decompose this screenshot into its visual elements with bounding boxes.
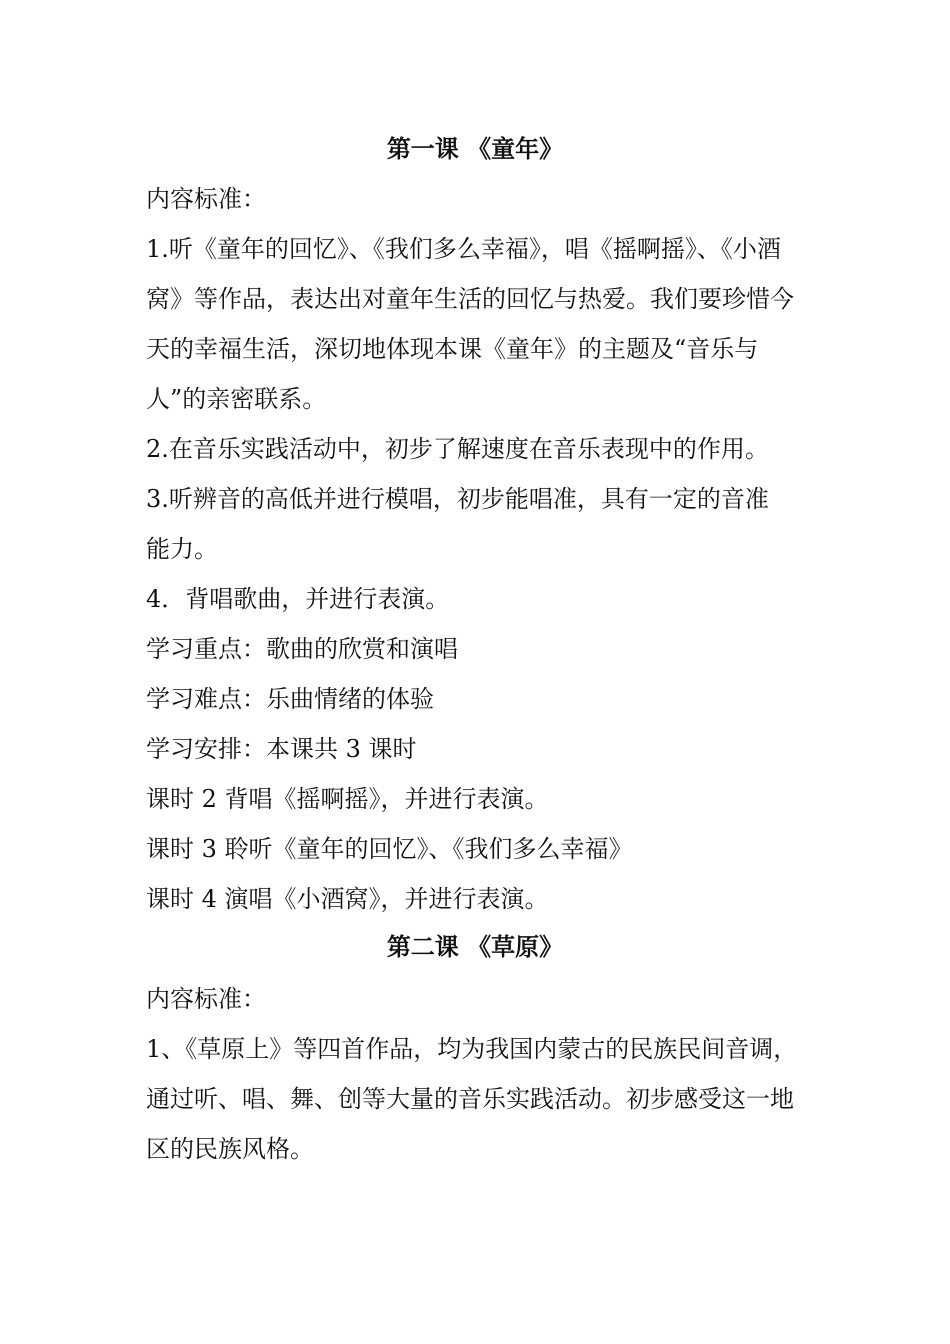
- lesson1-item3-line1: 3.听辨音的高低并进行模唱，初步能唱准，具有一定的音准: [146, 485, 769, 513]
- lesson2-item1-line3: 区的民族风格。: [146, 1135, 314, 1163]
- lesson1-arrangement: 学习安排：本课共 3 课时: [146, 735, 417, 763]
- lesson1-period2: 课时 2 背唱《摇啊摇》，并进行表演。: [146, 785, 549, 813]
- lesson1-period4: 课时 4 演唱《小酒窝》，并进行表演。: [146, 885, 549, 913]
- lesson1-item4: 4．背唱歌曲，并进行表演。: [146, 585, 450, 613]
- lesson1-content-standard-label: 内容标准：: [146, 185, 266, 213]
- lesson1-item3-line2: 能力。: [146, 535, 218, 563]
- lesson1-difficulty: 学习难点：乐曲情绪的体验: [146, 685, 434, 713]
- lesson2-item1-line2: 通过听、唱、舞、创等大量的音乐实践活动。初步感受这一地: [146, 1085, 794, 1113]
- lesson2-content-standard-label: 内容标准：: [146, 985, 266, 1013]
- lesson1-period3: 课时 3 聆听《童年的回忆》、《我们多么幸福》: [146, 835, 633, 863]
- lesson1-title: 第一课 《童年》: [386, 134, 564, 163]
- lesson1-item1-line4: 人”的亲密联系。: [146, 385, 327, 413]
- lesson1-item2: 2.在音乐实践活动中，初步了解速度在音乐表现中的作用。: [146, 435, 769, 463]
- lesson1-key-point: 学习重点：歌曲的欣赏和演唱: [146, 635, 458, 663]
- lesson2-title: 第二课 《草原》: [386, 932, 564, 961]
- lesson1-item1-line1: 1.听《童年的回忆》、《我们多么幸福》，唱《摇啊摇》、《小酒: [146, 235, 781, 263]
- lesson2-item1-line1: 1、《草原上》等四首作品，均为我国内蒙古的民族民间音调，: [146, 1035, 798, 1063]
- lesson1-item1-line3: 天的幸福生活，深切地体现本课《童年》的主题及“音乐与: [146, 335, 759, 363]
- lesson1-item1-line2: 窝》等作品，表达出对童年生活的回忆与热爱。我们要珍惜今: [146, 285, 794, 313]
